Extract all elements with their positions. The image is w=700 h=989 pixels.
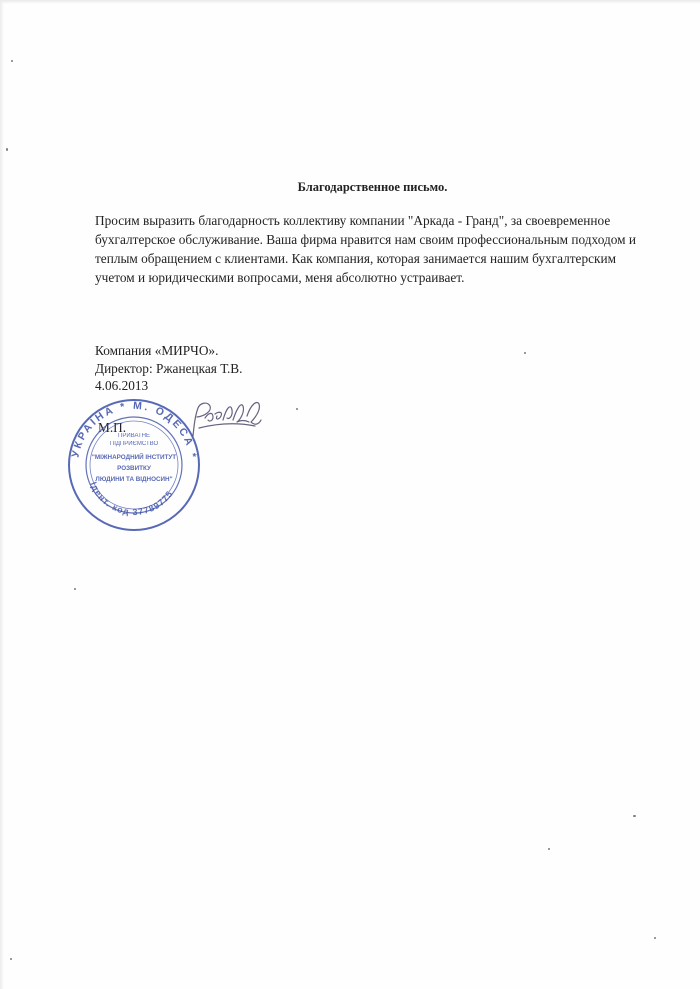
director-name: Директор: Ржанецкая Т.В. <box>95 360 243 376</box>
stamp-place-label: М.П. <box>98 420 127 435</box>
scan-speck <box>10 958 12 960</box>
stamp-line: ПІДПРИЄМСТВО <box>109 441 159 447</box>
scan-speck <box>524 352 526 354</box>
letter-date: 4.06.2013 <box>95 378 149 393</box>
stamp-code-text: Ідент. код 37789775 <box>88 480 175 518</box>
letter-title: Благодарственное письмо. <box>297 180 448 194</box>
stamp-line: ЛЮДИНИ ТА ВІДНОСИН" <box>95 476 173 483</box>
stamp-line: РОЗВИТКУ <box>117 465 151 472</box>
scan-speck <box>6 148 8 151</box>
stamp-line: ПРИВАТНЕ <box>118 433 150 439</box>
scan-speck <box>74 588 76 590</box>
company-stamp <box>66 397 202 533</box>
scan-speck <box>296 408 298 410</box>
scan-speck <box>548 848 550 850</box>
scan-speck <box>633 815 636 817</box>
scan-edge <box>0 0 4 989</box>
stamp-line: "МІЖНАРОДНИЙ ІНСТИТУТ <box>91 454 177 461</box>
company-name: Компания «МИРЧО». <box>95 343 219 358</box>
scan-edge <box>0 0 700 4</box>
stamp-outer-text: УКРАЇНА * М. ОДЕСА * <box>69 399 199 461</box>
scan-speck <box>11 60 13 62</box>
handwritten-signature <box>185 398 265 444</box>
letter-body: Просим выразить благодарность коллективу компании "Аркада - Гранд", за своевременное бухгалтерское обслуживание. Ваша фирма нравится нам своим профессиональным подходом и теплым обращением с клиентами. Как компания, которая занимается нашим бухгалтерским учетом и юридическими вопросами, меня абсолютно устраивает. <box>95 213 636 285</box>
signature-block <box>95 342 243 395</box>
scan-speck <box>654 937 656 939</box>
